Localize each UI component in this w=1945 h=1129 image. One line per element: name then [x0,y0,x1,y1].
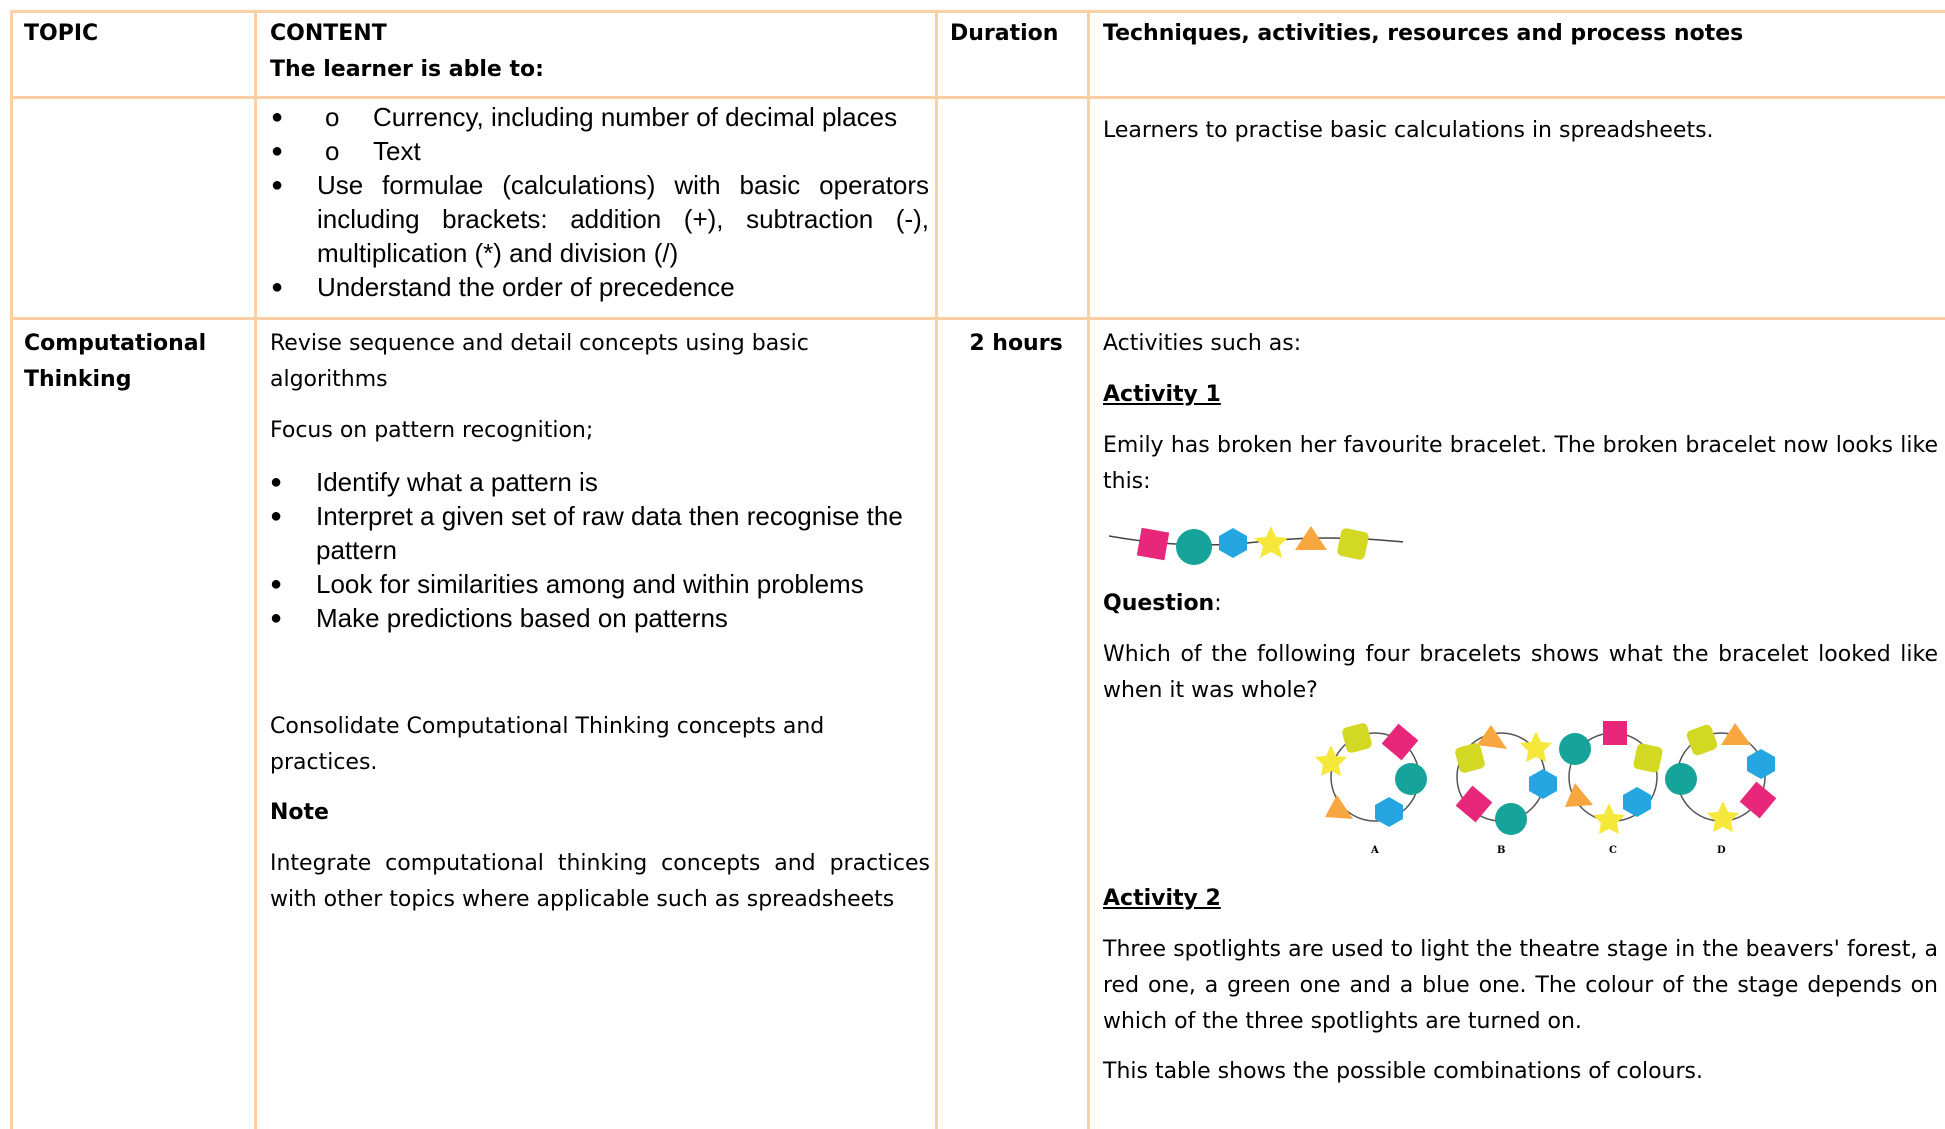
column-divider [935,10,938,1129]
question-line [1103,586,1938,622]
bracelet-option-b [1454,725,1557,856]
activity1-text: Emily has broken her favourite bracelet. The broken bracelet now looks like this: [1103,433,1938,494]
row-divider [10,96,1945,99]
header-content-subtitle: The learner is able to: [270,57,544,82]
consolidate-text: Consolidate Computational Thinking concepts and practices. [270,714,825,775]
row2-topic [24,326,250,398]
list-item: ● Use formulae (calculations) with basic operators including brackets: addition (+), subtraction (-), multiplication (*) and division (/) [269,168,929,270]
bullet-list [269,168,929,304]
header-techniques: Techniques, activities, resources and process notes [1103,21,1744,46]
header-content [270,16,930,88]
row2-content [270,326,930,918]
bracelet-label-d: D [1717,845,1726,856]
bracelet-option-a [1315,722,1427,856]
note-text: Integrate computational thinking concepts and practices with other topics where applicable such as spreadsheets [270,851,930,912]
curriculum-table [10,10,1945,1129]
table-border-top [10,10,1945,13]
list-item-text: Currency, including number of decimal places [373,102,898,132]
activities-intro: Activities such as: [1103,331,1302,356]
list-item: ● Identify what a pattern is [268,465,930,499]
broken-bracelet-image [1107,506,1407,576]
content-intro: Revise sequence and detail concepts using basic algorithms [270,331,809,392]
question-text: Which of the following four bracelets shows what the bracelet looked like when it was whole? [1103,642,1938,703]
header-topic: TOPIC [24,21,99,46]
activity2-heading: Activity 2 [1103,886,1221,911]
row1-notes: Learners to practise basic calculations in spreadsheets. [1103,118,1714,143]
header-content-title: CONTENT [270,21,387,46]
list-item: ● Make predictions based on patterns [268,601,930,635]
list-item: ● Look for similarities among and within problems [268,567,930,601]
focus-text: Focus on pattern recognition; [270,418,594,443]
list-item [269,100,929,134]
bracelet-option-d [1665,723,1776,856]
topic-line: Thinking [24,367,132,392]
bracelet-label-a: A [1371,845,1379,856]
bracelet-options-image [1279,717,1799,867]
bullet-list [268,465,930,635]
header-duration: Duration [950,21,1059,46]
sub-list [269,100,929,168]
list-item: ● Understand the order of precedence [269,270,929,304]
bracelet-label-c: C [1609,845,1617,856]
row2-duration: 2 hours [969,331,1063,356]
table-intro: This table shows the possible combinations of colours. [1103,1059,1703,1084]
table-border-left [10,10,13,1129]
column-divider [254,10,257,1129]
question-colon: : [1214,591,1222,616]
sub-marker: ● o [325,136,340,166]
row-divider [10,317,1945,320]
bracelet-option-c [1559,721,1663,856]
topic-line: Computational [24,331,207,356]
list-item: ● Interpret a given set of raw data then recognise the pattern [268,499,930,567]
column-divider [1087,10,1090,1129]
row1-content [269,100,929,304]
bracelet-label-b: B [1497,845,1506,856]
list-item-text: Text [373,136,421,166]
list-item [269,134,929,168]
activity1-heading: Activity 1 [1103,382,1221,407]
note-heading: Note [270,800,329,825]
sub-marker: ● o [325,102,340,132]
row2-notes [1103,326,1938,1090]
activity2-text: Three spotlights are used to light the theatre stage in the beavers' forest, a red one, a green one and a blue one. The colour of the stage depends on which of the three spotlights are turned on. [1103,937,1938,1034]
question-label: Question [1103,591,1215,616]
